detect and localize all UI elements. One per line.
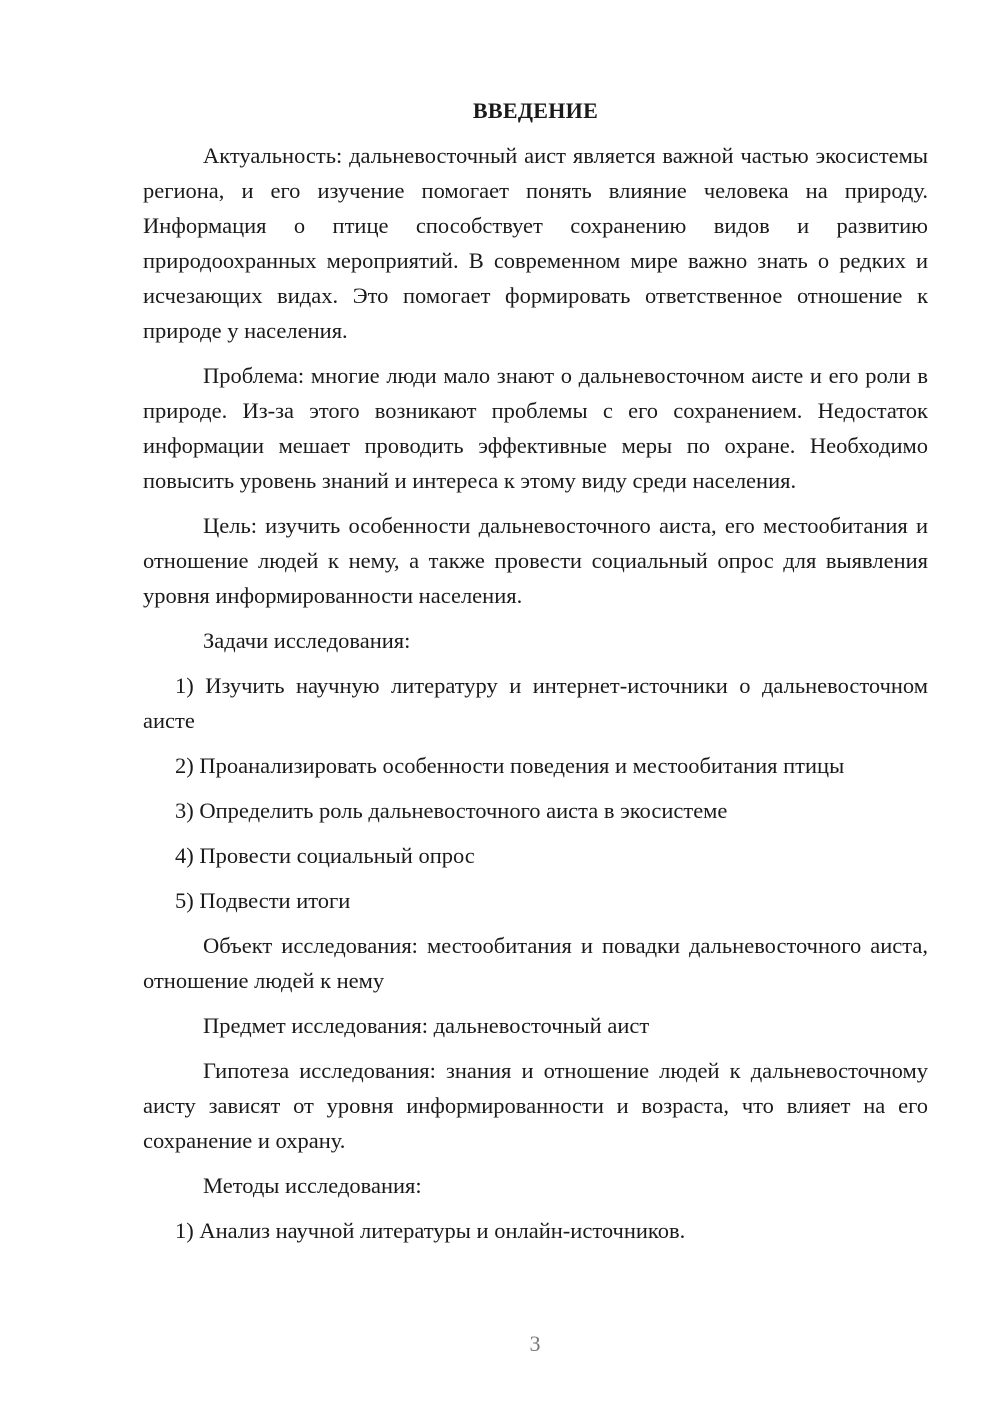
task-item: 2) Проанализировать особенности поведения и местообитания птицы xyxy=(175,753,845,778)
page-number: 3 xyxy=(529,1331,541,1356)
page-title: ВВЕДЕНИЕ xyxy=(472,98,599,123)
task-item: 5) Подвести итоги xyxy=(175,888,351,913)
methods-list xyxy=(143,1213,928,1248)
problem-paragraph: Проблема: многие люди мало знают о дальневосточном аисте и его роли в природе. Из-за этого возникают проблемы с его сохранением. Недостаток информации мешает проводить эффективные меры по охране. Необходимо повысить уровень знаний и интереса к этому виду среди населения. xyxy=(143,363,928,493)
goal-paragraph: Цель: изучить особенности дальневосточного аиста, его местообитания и отношение людей к нему, а также провести социальный опрос для выявления уровня информированности населения. xyxy=(143,513,928,608)
task-item: 1) Изучить научную литературу и интернет-источники о дальневосточном аисте xyxy=(143,673,928,733)
tasks-list xyxy=(143,668,928,918)
document-page xyxy=(143,93,928,1258)
relevance-paragraph: Актуальность: дальневосточный аист является важной частью экосистемы региона, и его изучение помогает понять влияние человека на природу. Информация о птице способствует сохранению видов и развитию природоохранных мероприятий. В современном мире важно знать о редких и исчезающих видах. Это помогает формировать ответственное отношение к природе у населения. xyxy=(143,143,928,343)
tasks-title: Задачи исследования: xyxy=(203,628,411,653)
object-paragraph: Объект исследования: местообитания и повадки дальневосточного аиста, отношение людей к нему xyxy=(143,933,928,993)
subject-paragraph: Предмет исследования: дальневосточный аист xyxy=(203,1013,650,1038)
hypothesis-paragraph: Гипотеза исследования: знания и отношение людей к дальневосточному аисту зависят от уровня информированности и возраста, что влияет на его сохранение и охрану. xyxy=(143,1058,928,1153)
task-item: 4) Провести социальный опрос xyxy=(175,843,475,868)
task-item: 3) Определить роль дальневосточного аиста в экосистеме xyxy=(175,798,728,823)
method-item: 1) Анализ научной литературы и онлайн-источников. xyxy=(175,1218,686,1243)
methods-title: Методы исследования: xyxy=(203,1173,422,1198)
